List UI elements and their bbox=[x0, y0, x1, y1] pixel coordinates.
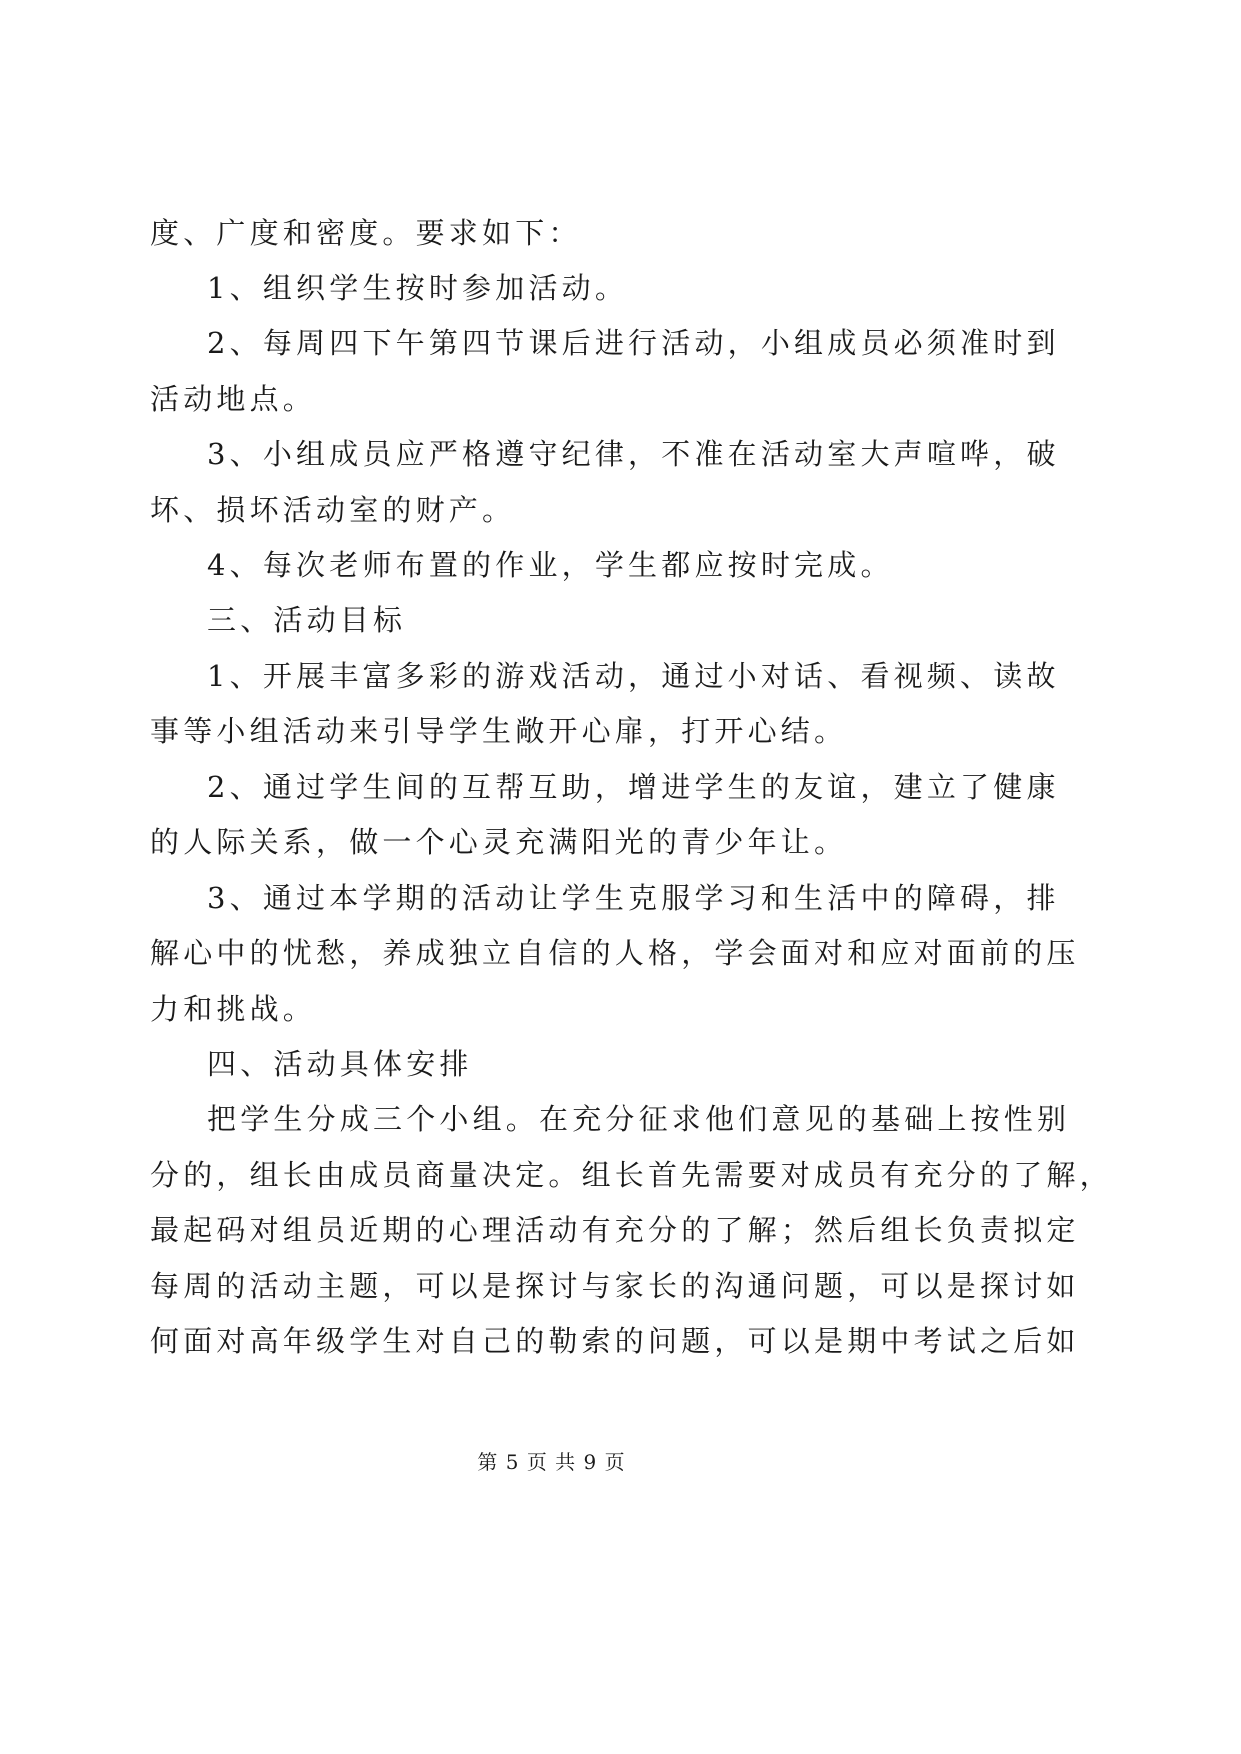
text-line: 坏、损坏活动室的财产。 bbox=[150, 493, 516, 527]
text-line: 4、每次老师布置的作业，学生都应按时完成。 bbox=[207, 548, 894, 582]
text-line: 3、小组成员应严格遵守纪律，不准在活动室大声喧哗，破 bbox=[207, 437, 1060, 471]
text-line: 活动地点。 bbox=[150, 382, 317, 416]
text-line: 事等小组活动来引导学生敞开心扉，打开心结。 bbox=[150, 714, 848, 748]
text-line: 最起码对组员近期的心理活动有充分的了解；然后组长负责拟定 bbox=[150, 1213, 1080, 1247]
text-line: 何面对高年级学生对自己的勒索的问题，可以是期中考试之后如 bbox=[150, 1324, 1080, 1358]
text-line: 解心中的忧愁，养成独立自信的人格，学会面对和应对面前的压 bbox=[150, 936, 1080, 970]
section-heading: 三、活动目标 bbox=[207, 603, 407, 637]
text-line: 1、组织学生按时参加活动。 bbox=[207, 271, 629, 305]
text-line: 1、开展丰富多彩的游戏活动，通过小对话、看视频、读故 bbox=[207, 659, 1060, 693]
text-line: 3、通过本学期的活动让学生克服学习和生活中的障碍，排 bbox=[207, 881, 1060, 915]
section-heading: 四、活动具体安排 bbox=[207, 1047, 473, 1081]
text-line: 2、每周四下午第四节课后进行活动，小组成员必须准时到 bbox=[207, 326, 1060, 360]
text-line: 分的，组长由成员商量决定。组长首先需要对成员有充分的了解， bbox=[150, 1158, 1113, 1192]
text-line: 度、广度和密度。要求如下： bbox=[150, 216, 582, 250]
text-line: 的人际关系，做一个心灵充满阳光的青少年让。 bbox=[150, 825, 848, 859]
text-line: 2、通过学生间的互帮互助，增进学生的友谊，建立了健康 bbox=[207, 770, 1060, 804]
text-line: 力和挑战。 bbox=[150, 992, 317, 1026]
page-footer: 第 5 页 共 9 页 bbox=[477, 1450, 626, 1474]
text-line: 把学生分成三个小组。在充分征求他们意见的基础上按性别 bbox=[207, 1102, 1071, 1136]
text-line: 每周的活动主题，可以是探讨与家长的沟通问题，可以是探讨如 bbox=[150, 1269, 1080, 1303]
